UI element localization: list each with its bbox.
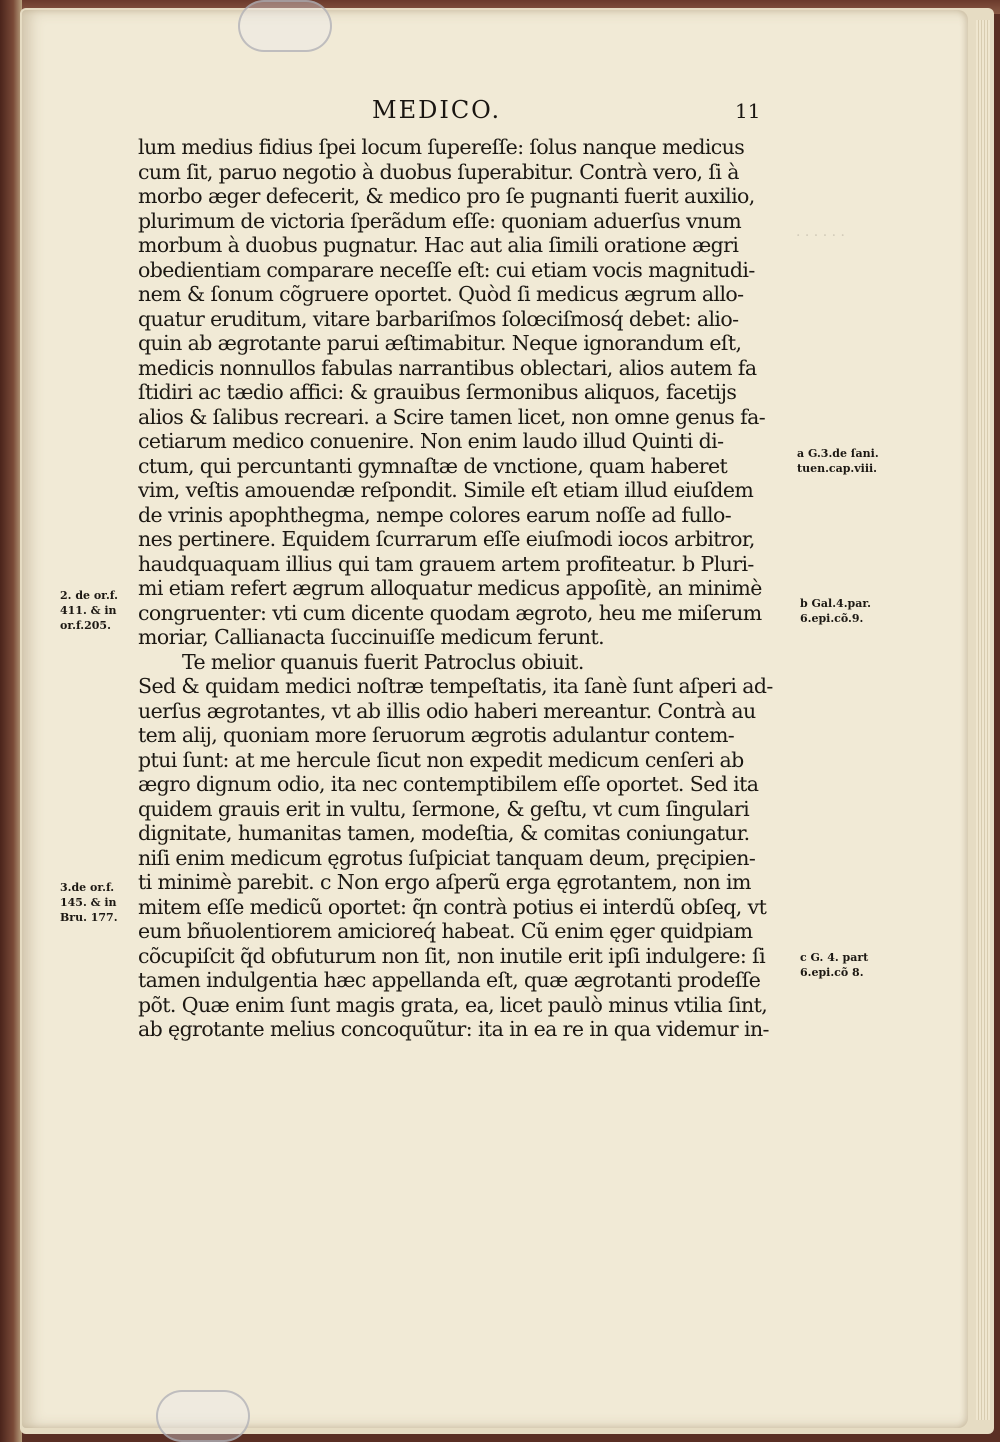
text-line: lum medius fidius ſpei locum ſupereſſe: ſolus nanque medicus [138,135,745,159]
text-line: Sed & quidam medici noſtræ tempeſtatis, ita ſanè ſunt aſperi ad- [138,674,773,698]
text-line: dignitate, humanitas tamen, modeſtia, & comitas coniungatur. [138,821,750,845]
text-line: eum bñuolentiorem amicioreq́ habeat. Cũ enim ęger quidpiam [138,919,753,943]
text-line: quidem grauis erit in vultu, ſermone, & geſtu, vt cum ſingulari [138,796,750,821]
text-line: cetiarum medico conuenire. Non enim laudo illud Quinti di- [138,429,724,453]
verse-line: Te melior quanuis fuerit Patroclus obiuit. [182,649,584,674]
text-line: nem & ſonum cõgruere oportet. Quòd ſi medicus ægrum allo- [138,282,744,306]
text-line: haudquaquam illius qui tam grauem artem profiteatur. b Pluri- [138,551,754,576]
page-stack-edge [976,20,990,1420]
text-line: ægro dignum odio, ita nec contemptibilem eſſe oportet. Sed ita [138,772,759,796]
text-line: ptui ſunt: at me hercule ſicut non expedit medicum cenſeri ab [138,747,744,772]
text-line: vim, veſtis amouendæ reſpondit. Simile eſt etiam illud eiuſdem [138,478,754,502]
text-line: quin ab ægrotante parui æſtimabitur. Neque ignorandum eſt, [138,331,742,355]
text-line: nes pertinere. Equidem ſcurrarum eſſe eiuſmodi iocos arbitror, [138,527,755,551]
text-line: moriar, Callianacta ſuccinuiſſe medicum ferunt. [138,625,605,649]
text-line: niſi enim medicum ęgrotus ſuſpiciat tanquam deum, pręcipien- [138,845,756,870]
page-clip-bottom [156,1390,250,1442]
text-line: mitem eſſe medicũ oportet: q̃n contrà potius ei interdũ obſeq, vt [138,894,767,919]
page-number: 11 [735,99,761,123]
text-line: tamen indulgentia hæc appellanda eſt, quæ ægrotanti prodeſſe [138,968,761,992]
page-clip-top [238,0,332,52]
text-line: ctum, qui percuntanti gymnaſtæ de vnctione, quam haberet [138,453,728,478]
running-head: MEDICO. [372,96,502,124]
book-binding-left [0,0,22,1442]
margin-note-a: a G.3.de ſani. tuen.cap.viii. [797,447,879,475]
bleed-through-text: · · · · · · [796,228,845,244]
text-line: põt. Quæ enim ſunt magis grata, ea, licet paulò minus vtilia ſint, [138,992,768,1017]
text-line: morbo æger defecerit, & medico pro ſe pugnanti fuerit auxilio, [138,184,755,208]
text-line: uerſus ægrotantes, vt ab illis odio haberi mereantur. Contrà au [138,698,756,723]
margin-note-c: c G. 4. part 6.epi.cõ 8. [800,951,869,979]
text-line: ab ęgrotante melius concoquũtur: ita in ea re in qua videmur in- [138,1017,769,1041]
margin-note-left-1: 2. de or.f. 411. & in or.f.205. [60,589,118,632]
text-line: alios & ſalibus recreari. a Scire tamen licet, non omne genus fa- [138,404,766,429]
text-line: quatur eruditum, vitare barbariſmos ſolœciſmosq́ debet: alio- [138,306,739,331]
text-line: plurimum de victoria ſperãdum eſſe: quoniam aduerſus vnum [138,208,742,233]
text-line: de vrinis apophthegma, nempe colores earum noſſe ad fullo- [138,502,732,527]
text-line: medicis nonnullos fabulas narrantibus oblectari, alios autem fa [138,355,757,380]
text-line: ſtidiri ac tædio affici: & grauibus ſermonibus aliquos, facetijs [138,380,737,404]
text-line: mi etiam refert ægrum alloquatur medicus appoſitè, an minimè [138,576,762,600]
text-line: tem alij, quoniam more ſeruorum ægrotis adulantur contem- [138,723,735,747]
text-line: obedientiam comparare neceſſe eſt: cui etiam vocis magnitudi- [138,257,755,282]
text-line: ti minimè parebit. c Non ergo aſperũ erga ęgrotantem, non im [138,870,751,894]
main-text-block [138,135,788,1042]
margin-note-left-2: 3.de or.f. 145. & in Bru. 177. [60,881,118,924]
margin-note-b: b Gal.4.par. 6.epi.cõ.9. [800,597,871,625]
text-line: congruenter: vti cum dicente quodam ægroto, heu me miſerum [138,600,762,625]
text-line: cum ſit, paruo negotio à duobus ſuperabitur. Contrà vero, ſi à [138,159,739,184]
text-line: morbum à duobus pugnatur. Hac aut alia ſimili oratione ægri [138,233,739,257]
text-line: cõcupiſcit q̃d obfuturum non ſit, non inutile erit ipſi indulgere: ſi [138,943,766,968]
